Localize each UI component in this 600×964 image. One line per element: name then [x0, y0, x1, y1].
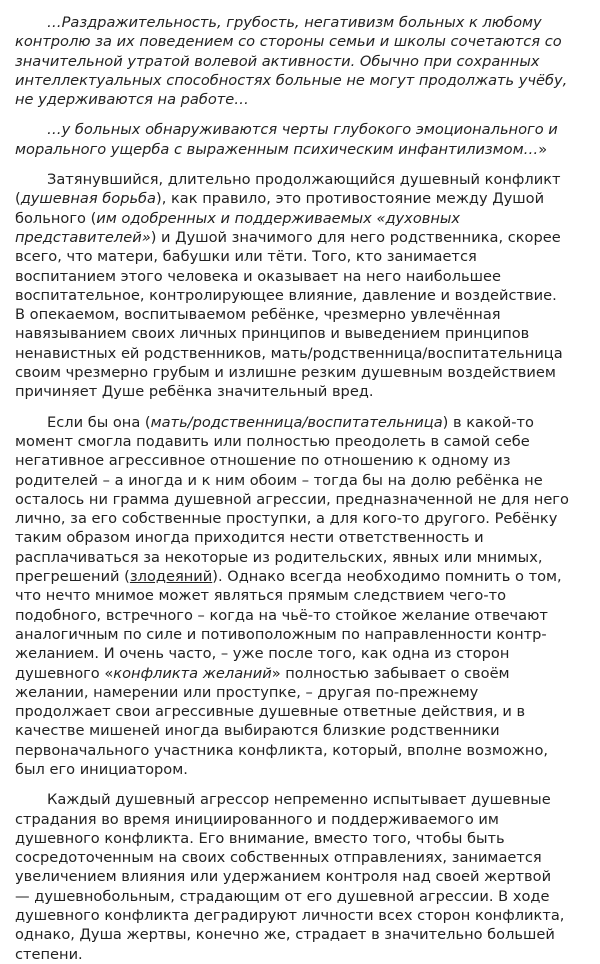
- quote-paragraph-1: [15, 13, 570, 109]
- p2-text-4: » полностью забывает о своём желании, намерении или проступке, – другая по-прежнему продолжает свои агрессивные душевные ответные действия, и в качестве мишеней иногда выбираются близкие родственники первоначального участника конфликта, который, вполне возможно, был его инициатором.: [15, 664, 549, 778]
- p2-text-1: Если бы она (: [47, 413, 151, 431]
- quote-paragraph-2: [15, 120, 570, 159]
- quote-2-text: …у больных обнаруживаются черты глубокого эмоционального и морального ущерба с выраженным психическим инфантилизмом…: [15, 121, 558, 158]
- quote-1-text: …Раздражительность, грубость, негативизм больных к любому контролю за их поведением со стороны семьи и школы сочетаются со значительной утратой волевой активности. Обычно при сохранных интеллектуальных способностях больные не могут продолжать учёбу, не удерживаются на работе…: [15, 14, 568, 109]
- p1-text-1: Затянувшийся, длительно продолжающийся душевный конфликт (: [15, 171, 561, 208]
- p1-italic-1: душевная борьба: [20, 190, 157, 208]
- p2-text-3: ). Однако всегда необходимо помнить о том, что нечто мнимое может являться прямым следствием чего-то подобного, встречного – когда на чьё-то стойкое желание отвечают аналогичным по силе и потивоположным по направленности контр-желанием. И очень часто, – уже после того, как одна из сторон душевного «: [15, 568, 562, 682]
- p2-underlined-link[interactable]: злодеяний: [129, 568, 213, 586]
- p2-italic-1: мать/родственница/воспитательница: [150, 413, 443, 431]
- p1-italic-2: им одобренных и поддерживаемых «духовных представителей»: [15, 209, 461, 246]
- body-paragraph-3: Каждый душевный агрессор непременно испытывает душевные страдания во время инициированного и поддерживаемого им душевного конфликта. Его внимание, вместо того, чтобы быть сосредоточенным на своих собственных отправлениях, занимается увеличением влияния или удержанием контроля над своей жертвой — душевнобольным, страдающим от его душевной агрессии. В ходе душевного конфликта деградируют личности всех сторон конфликта, однако, Душа жертвы, конечно же, страдает в значительно большей степени.: [15, 791, 565, 963]
- quote-2-closing: »: [538, 140, 548, 158]
- body-paragraph-2: [15, 413, 570, 780]
- body-paragraph-1: [15, 170, 570, 402]
- p1-text-2: ), как правило, это противостояние между Душой больного (: [15, 190, 545, 227]
- p2-text-2: ) в какой-то момент смогла подавить или полностью преодолеть в самой себе негативное агрессивное отношение по отношению к одному из родителей – а иногда и к ним обоим – тогда бы на долю ребёнка не осталось ни грамма душевной агрессии, предназначенной не для него лично, за его собственные проступки, а для кого-то другого. Ребёнку таким образом иногда приходится нести ответственность и расплачиваться за некоторые из родительских, явных или мнимых, прегрешений (: [15, 413, 569, 586]
- p2-italic-2: конфликта желаний: [113, 664, 272, 682]
- p1-text-3: ) и Душой значимого для него родственника, скорее всего, что матери, бабушки или тёти. Того, кто занимается воспитанием этого человека и оказывает на него наибольшее воспитательное, контролирующее влияние, давление и воздействие. В опекаемом, воспитываемом ребёнке, чрезмерно увлечённая навязыванием своих личных принципов и выведением принципов ненавистных ей родственников, мать/родственница/воспитательница своим чрезмерно грубым и излишне резким душевным воздействием причиняет Душе ребёнка значительный вред.: [15, 228, 563, 401]
